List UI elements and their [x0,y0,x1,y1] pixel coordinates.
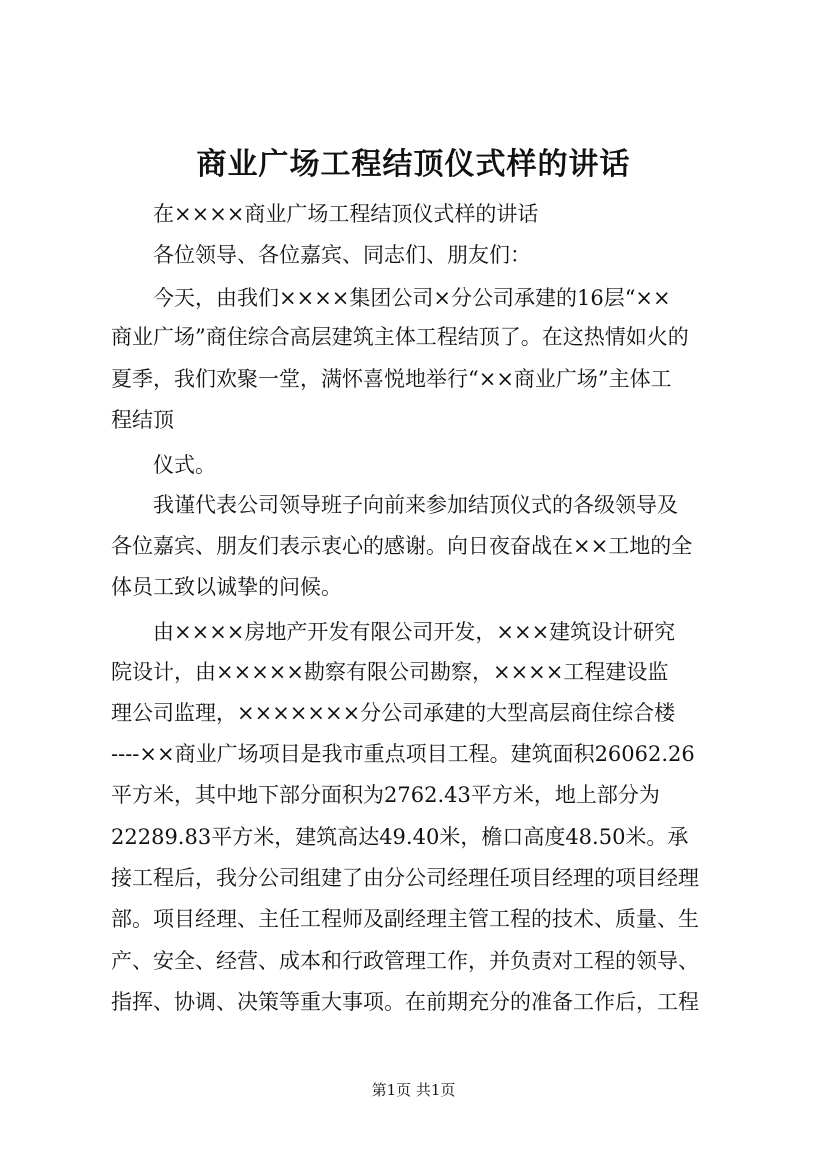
text-line-20: 指挥、协调、决策等重大事项。在前期充分的准备工作后，工程 [111,990,699,1014]
text-line-15: 平方米，其中地下部分面积为2762.43平方米，地上部分为 [111,783,660,807]
text-line-3: 今天，由我们××××集团公司×分公司承建的16层“×× [111,286,671,310]
text-line-16: 22289.83平方米，建筑高达49.40米，檐口高度48.50米。承 [111,825,689,849]
text-line-6: 程结顶 [111,408,174,432]
document-title: 商业广场工程结顶仪式样的讲话 [196,147,631,182]
text-line-13: 理公司监理，×××××××分公司承建的大型高层商住综合楼 [111,701,676,725]
page-number-footer: 第1页 共1页 [371,1081,456,1099]
text-line-5: 夏季，我们欢聚一堂，满怀喜悦地举行“××商业广场”主体工 [111,367,672,391]
text-line-17: 接工程后，我分公司组建了由分公司经理任项目经理的项目经理 [111,866,699,890]
text-line-10: 体员工致以诚挚的问候。 [111,575,342,599]
text-line-2: 各位领导、各位嘉宾、同志们、朋友们： [111,243,531,267]
text-line-9: 各位嘉宾、朋友们表示衷心的感谢。向日夜奋战在××工地的全 [111,534,693,558]
text-line-18: 部。项目经理、主任工程师及副经理主管工程的技术、质量、生 [111,907,699,931]
text-line-8: 我谨代表公司领导班子向前来参加结顶仪式的各级领导及 [111,493,678,517]
text-line-1: 在××××商业广场工程结顶仪式样的讲话 [111,202,539,226]
text-line-7: 仪式。 [111,453,216,477]
text-line-12: 院设计，由×××××勘察有限公司勘察，××××工程建设监 [111,660,669,684]
text-line-11: 由××××房地产开发有限公司开发，×××建筑设计研究 [111,620,676,644]
text-line-14: ----××商业广场项目是我市重点项目工程。建筑面积26062.26 [111,742,695,766]
text-line-19: 产、安全、经营、成本和行政管理工作，并负责对工程的领导、 [111,949,699,973]
text-line-4: 商业广场”商住综合高层建筑主体工程结顶了。在这热情如火的 [111,325,689,349]
